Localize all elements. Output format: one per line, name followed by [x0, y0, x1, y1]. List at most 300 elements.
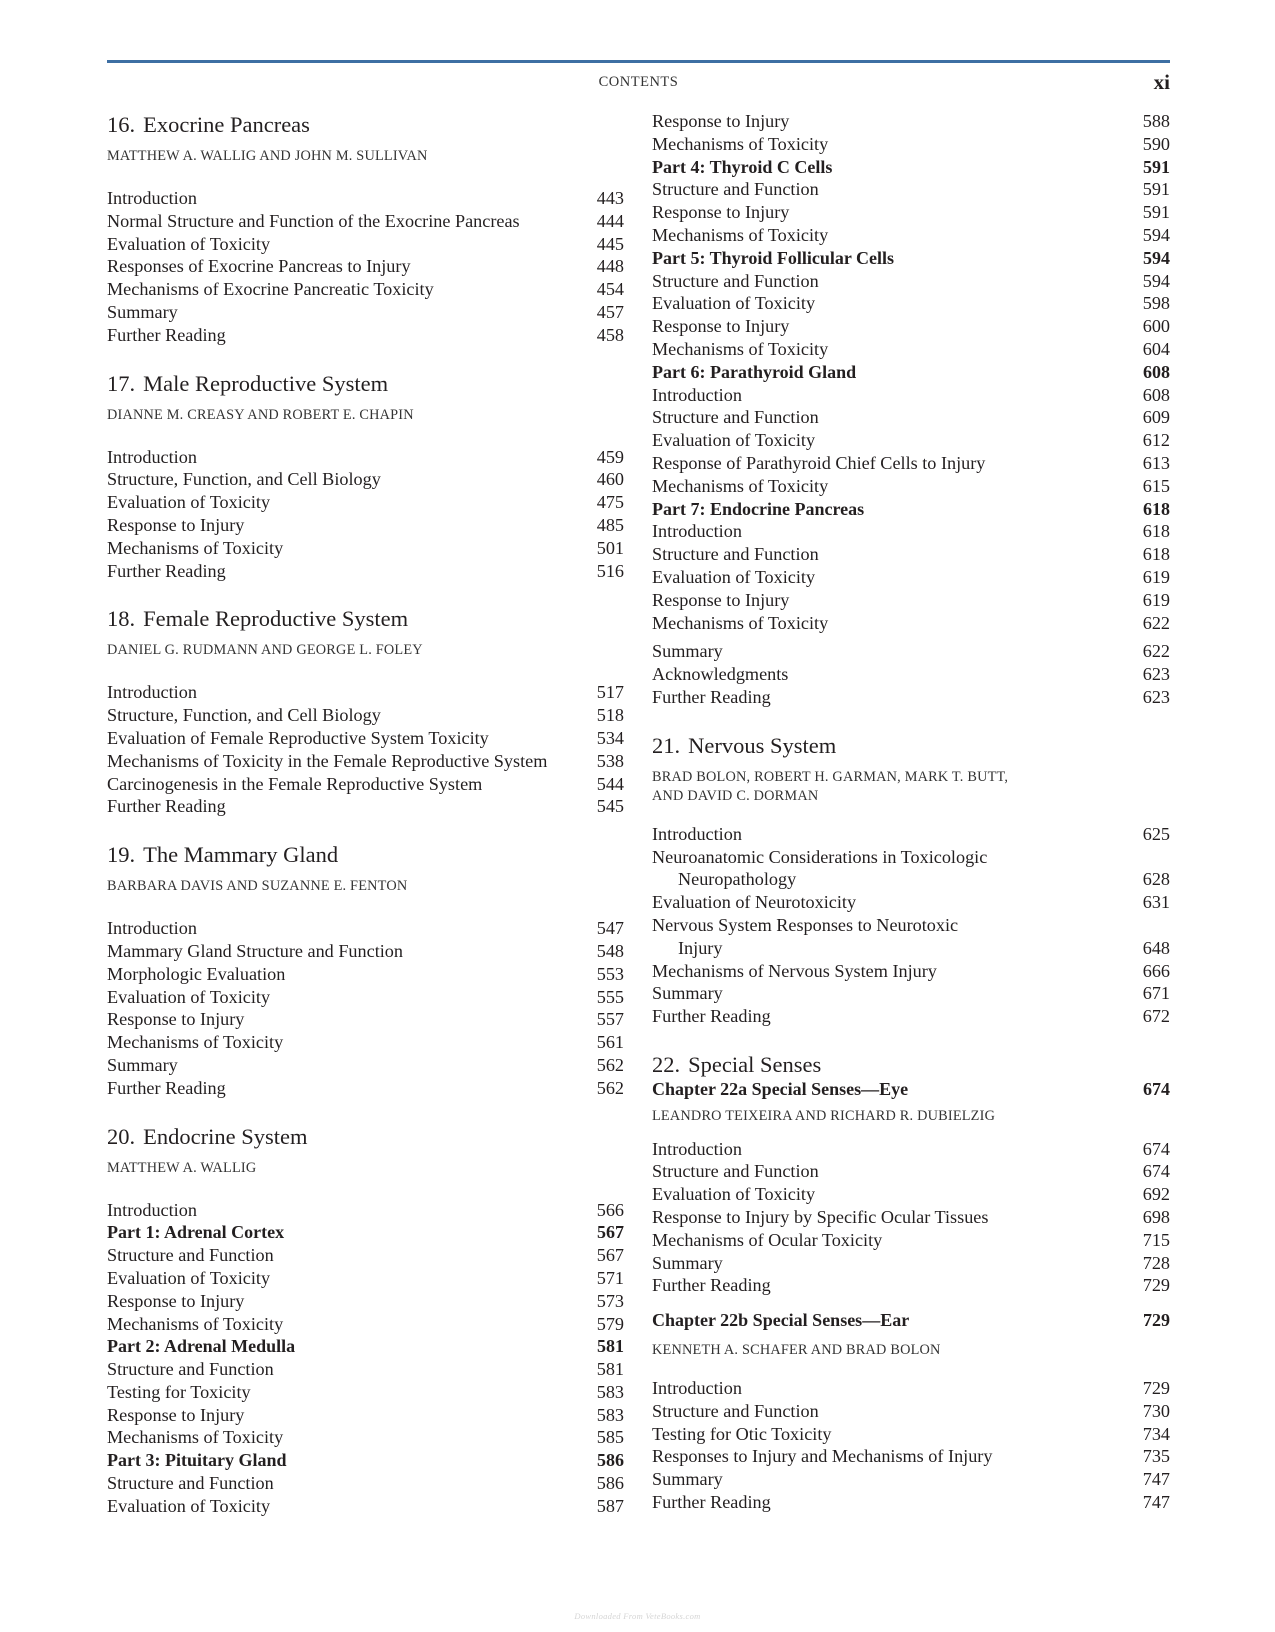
entry-page-number: 622: [1142, 612, 1170, 633]
toc-entry[interactable]: [107, 278, 624, 301]
entry-title: Structure, Function, and Cell Biology: [107, 705, 381, 726]
toc-entry[interactable]: [652, 891, 1170, 914]
entry-page-number: 728: [1142, 1252, 1170, 1273]
entry-title: Response to Injury: [652, 202, 790, 223]
entry-title: Structure and Function: [652, 1161, 819, 1182]
chapter-name: Female Reproductive System: [143, 606, 409, 632]
entry-page-number: 581: [597, 1336, 624, 1357]
toc-entry[interactable]: [652, 475, 1170, 498]
entry-title: Normal Structure and Function of the Exocrine Pancreas: [107, 210, 520, 231]
entry-title: Further Reading: [652, 1492, 771, 1513]
entry-title-continuation: Injury: [678, 937, 723, 958]
entry-page-number: 444: [596, 210, 624, 231]
toc-entry[interactable]: [652, 1005, 1170, 1028]
toc-entry[interactable]: [107, 324, 624, 347]
entry-page-number: 594: [1142, 224, 1170, 245]
chapter-title: [652, 731, 1170, 761]
toc-part-entry[interactable]: [652, 247, 1170, 270]
toc-entry[interactable]: [107, 727, 624, 750]
entry-page-number: 692: [1142, 1184, 1170, 1205]
entry-title: Introduction: [107, 1199, 197, 1220]
toc-entry[interactable]: [652, 1229, 1170, 1252]
entry-title: Structure and Function: [107, 1473, 274, 1494]
toc-part-entry[interactable]: [652, 156, 1170, 179]
entry-title: Part 3: Pituitary Gland: [107, 1450, 287, 1471]
entry-title: Introduction: [652, 384, 742, 405]
toc-entry[interactable]: [107, 1426, 624, 1449]
toc-entry[interactable]: [107, 986, 624, 1009]
entry-title: Part 7: Endocrine Pancreas: [652, 498, 865, 519]
subchapter-page: 674: [1143, 1078, 1170, 1099]
chapter-number: 19.: [107, 842, 136, 868]
page-number: xi: [1153, 70, 1170, 94]
chapter-19: [107, 840, 624, 1099]
endocrine-closing-list: [652, 640, 1170, 708]
toc-entry[interactable]: [652, 201, 1170, 224]
entry-page-number: 590: [1142, 133, 1170, 154]
subchapter-22b[interactable]: [652, 1309, 1170, 1332]
chapter-name: The Mammary Gland: [143, 842, 339, 868]
entry-page-number: 729: [1142, 1275, 1170, 1296]
chapter-authors: KENNETH A. SCHAFER AND BRAD BOLON: [652, 1342, 941, 1359]
entry-page-number: 518: [596, 705, 624, 726]
entry-title: Structure and Function: [652, 270, 819, 291]
entry-title: Part 6: Parathyroid Gland: [652, 361, 857, 382]
entry-title: Evaluation of Toxicity: [652, 566, 816, 587]
entry-title: Mechanisms of Nervous System Injury: [652, 960, 937, 981]
toc-entry[interactable]: [107, 187, 624, 210]
entry-title: [652, 846, 999, 892]
entry-page-number: 623: [1142, 686, 1170, 707]
subchapter-page: 729: [1143, 1310, 1170, 1331]
toc-entry[interactable]: [652, 1423, 1170, 1446]
entry-page-number: 587: [596, 1495, 624, 1516]
entry-page-number: 623: [1142, 664, 1170, 685]
entry-page-number: 631: [1142, 892, 1170, 913]
entry-title: Mechanisms of Toxicity: [652, 612, 829, 633]
subchapter-title: Chapter 22a Special Senses—Eye: [652, 1078, 909, 1099]
entry-page-number: 583: [596, 1381, 624, 1402]
toc-entry[interactable]: [652, 406, 1170, 429]
entry-page-number: 553: [596, 963, 624, 984]
chapter-title: [107, 110, 624, 140]
entry-title: Response to Injury: [652, 316, 790, 337]
entry-page-number: 571: [596, 1267, 624, 1288]
entry-title: Response to Injury: [107, 1290, 245, 1311]
toc-entry[interactable]: [107, 1358, 624, 1381]
entry-page-number: 591: [1142, 179, 1170, 200]
entry-title: Evaluation of Toxicity: [652, 293, 816, 314]
toc-entry[interactable]: [107, 1381, 624, 1404]
chapter-16: [107, 110, 624, 347]
toc-entry[interactable]: [107, 491, 624, 514]
entry-title: Response to Injury by Specific Ocular Tissues: [652, 1207, 989, 1228]
toc-entry[interactable]: [107, 917, 624, 940]
entry-title: Summary: [652, 1469, 723, 1490]
toc-entry[interactable]: [652, 846, 1170, 892]
entry-title: Summary: [652, 641, 723, 662]
footer-watermark: Downloaded From VeteBooks.com: [574, 1611, 701, 1621]
entry-title: Mechanisms of Toxicity: [107, 1313, 284, 1334]
entry-title: Mechanisms of Ocular Toxicity: [652, 1229, 883, 1250]
chapter-20: [107, 1122, 624, 1518]
entry-title: Evaluation of Toxicity: [107, 1267, 271, 1288]
toc-part-entry[interactable]: [652, 498, 1170, 521]
chapter-entries: [107, 681, 624, 818]
entry-title: Response to Injury: [107, 1404, 245, 1425]
toc-entry[interactable]: [652, 1252, 1170, 1275]
entry-title-line: Neuroanatomic Considerations in Toxicologic: [652, 846, 988, 867]
entry-page-number: 625: [1142, 823, 1170, 844]
entry-title: Part 2: Adrenal Medulla: [107, 1336, 296, 1357]
toc-entry[interactable]: [107, 560, 624, 583]
toc-entry[interactable]: [652, 520, 1170, 543]
chapter-authors: BARBARA DAVIS AND SUZANNE E. FENTON: [107, 878, 408, 895]
authors-line: BRAD BOLON, ROBERT H. GARMAN, MARK T. BUTT,: [652, 768, 1009, 785]
chapter-number: 16.: [107, 112, 136, 137]
entry-title: Structure and Function: [652, 407, 819, 428]
entry-title: Further Reading: [107, 796, 226, 817]
toc-entry[interactable]: [652, 1274, 1170, 1297]
chapter-entries: [107, 1199, 624, 1518]
entry-page-number: 628: [1142, 869, 1170, 890]
entry-page-number: 454: [596, 279, 624, 300]
toc-entry[interactable]: [652, 452, 1170, 475]
toc-entry[interactable]: [652, 110, 1170, 133]
chapter-number: 17.: [107, 370, 136, 396]
entry-page-number: 579: [596, 1313, 624, 1334]
entry-page-number: 747: [1142, 1469, 1170, 1490]
toc-part-entry[interactable]: [107, 1221, 624, 1244]
entry-page-number: 672: [1142, 1006, 1170, 1027]
chapter-number: 20.: [107, 1123, 136, 1149]
toc-entry[interactable]: [107, 940, 624, 963]
entry-page-number: 747: [1142, 1492, 1170, 1513]
entry-title: Mammary Gland Structure and Function: [107, 940, 403, 961]
toc-entry[interactable]: [107, 1077, 624, 1100]
entry-page-number: 591: [1143, 156, 1170, 177]
toc-entry[interactable]: [107, 446, 624, 469]
chapter-title: [107, 1122, 624, 1152]
toc-entry[interactable]: [652, 292, 1170, 315]
toc-entry[interactable]: [652, 1160, 1170, 1183]
toc-entry[interactable]: [652, 1491, 1170, 1514]
toc-entry[interactable]: [107, 1495, 624, 1518]
entry-page-number: 562: [596, 1054, 624, 1075]
entry-title: Further Reading: [107, 324, 226, 345]
entry-title: Introduction: [107, 446, 197, 467]
entry-page-number: 586: [596, 1473, 624, 1494]
toc-entry[interactable]: [107, 1244, 624, 1267]
toc-entry[interactable]: [107, 537, 624, 560]
toc-entry[interactable]: [652, 224, 1170, 247]
entry-page-number: 547: [596, 918, 624, 939]
chapter-authors: MATTHEW A. WALLIG AND JOHN M. SULLIVAN: [107, 148, 428, 164]
chapter-entries: [107, 917, 624, 1099]
chapter-name: Special Senses: [688, 1051, 822, 1077]
toc-entry[interactable]: [107, 773, 624, 796]
entry-title: Introduction: [107, 682, 197, 703]
toc-entry[interactable]: [652, 384, 1170, 407]
entry-page-number: 562: [596, 1077, 624, 1098]
toc-entry[interactable]: [652, 1377, 1170, 1400]
toc-entry[interactable]: [107, 750, 624, 773]
toc-entry[interactable]: [107, 795, 624, 818]
toc-entry[interactable]: [652, 1183, 1170, 1206]
toc-entry[interactable]: [652, 1206, 1170, 1229]
toc-entry[interactable]: [652, 1445, 1170, 1468]
toc-entry[interactable]: [107, 1404, 624, 1427]
entry-title: Further Reading: [652, 686, 771, 707]
entry-title: Further Reading: [652, 1275, 771, 1296]
entry-page-number: 609: [1142, 407, 1170, 428]
toc-entry[interactable]: [652, 178, 1170, 201]
toc-entry[interactable]: [107, 468, 624, 491]
entry-page-number: 448: [596, 256, 624, 277]
toc-entry[interactable]: [652, 1400, 1170, 1423]
toc-part-entry[interactable]: [652, 361, 1170, 384]
toc-entry[interactable]: [652, 429, 1170, 452]
entry-title: Response to Injury: [652, 111, 790, 131]
chapter-22: [652, 1052, 1170, 1514]
entry-page-number: 594: [1142, 270, 1170, 291]
entry-page-number: 458: [596, 324, 624, 345]
entry-title: Structure and Function: [107, 1359, 274, 1380]
entry-title: Mechanisms of Toxicity in the Female Reproductive System: [107, 750, 548, 771]
toc-entry[interactable]: [652, 338, 1170, 361]
entry-page-number: 485: [596, 514, 624, 535]
chapter-entries: [107, 446, 624, 583]
toc-entry[interactable]: [652, 982, 1170, 1005]
toc-entry[interactable]: [652, 270, 1170, 293]
entry-title: Evaluation of Toxicity: [652, 430, 816, 451]
entry-page-number: 612: [1142, 430, 1170, 451]
entry-page-number: 567: [596, 1245, 624, 1266]
entry-title-line: Nervous System Responses to Neurotoxic: [652, 914, 959, 935]
entry-title: Mechanisms of Toxicity: [652, 338, 829, 359]
toc-entry[interactable]: [107, 963, 624, 986]
entry-page-number: 613: [1142, 452, 1170, 473]
entry-page-number: 598: [1142, 293, 1170, 314]
entry-page-number: 460: [596, 469, 624, 490]
toc-entry[interactable]: [652, 914, 1170, 960]
chapter-authors: DANIEL G. RUDMANN AND GEORGE L. FOLEY: [107, 642, 423, 659]
entry-page-number: 555: [596, 986, 624, 1007]
entry-title: Summary: [652, 1252, 723, 1273]
chapter-number: 22.: [652, 1051, 681, 1077]
header-rule: [107, 60, 1170, 63]
entry-page-number: 734: [1142, 1423, 1170, 1444]
entry-title: Structure and Function: [652, 179, 819, 200]
entry-page-number: 671: [1142, 983, 1170, 1004]
entry-title: Evaluation of Toxicity: [652, 1184, 816, 1205]
entry-page-number: 588: [1142, 111, 1170, 131]
toc-entry[interactable]: [652, 686, 1170, 709]
chapter-title: [107, 369, 624, 399]
toc-entry[interactable]: [107, 1031, 624, 1054]
entry-title: Acknowledgments: [652, 664, 789, 685]
entry-page-number: 715: [1142, 1229, 1170, 1250]
entry-title: Response of Parathyroid Chief Cells to Injury: [652, 452, 986, 473]
entry-title: Evaluation of Toxicity: [107, 1495, 271, 1516]
chapter-entries: [107, 187, 624, 347]
entry-page-number: 698: [1142, 1207, 1170, 1228]
entry-page-number: 501: [596, 537, 624, 558]
chapter-title: [107, 604, 624, 634]
chapter-name: Endocrine System: [143, 1123, 308, 1149]
chapter-21: [652, 731, 1170, 1028]
entry-title: Structure and Function: [652, 544, 819, 565]
toc-entry[interactable]: [107, 1313, 624, 1336]
entry-title: Mechanisms of Toxicity: [652, 133, 829, 154]
entry-title: Response to Injury: [652, 589, 790, 610]
chapter-title: [652, 1052, 1170, 1078]
entry-page-number: 608: [1143, 361, 1170, 382]
entry-title-continuation: Neuropathology: [678, 869, 797, 890]
entry-title: Part 4: Thyroid C Cells: [652, 156, 833, 177]
left-column: [107, 110, 624, 1518]
entry-title: Response to Injury: [107, 1009, 245, 1030]
toc-entry[interactable]: [652, 612, 1170, 635]
chapter-number: 18.: [107, 606, 136, 632]
entry-page-number: 581: [596, 1359, 624, 1380]
entry-page-number: 735: [1142, 1446, 1170, 1467]
entry-title: Introduction: [652, 823, 742, 844]
entry-page-number: 545: [596, 796, 624, 817]
toc-part-entry[interactable]: [107, 1335, 624, 1358]
entry-page-number: 567: [597, 1222, 624, 1243]
entry-title: Further Reading: [652, 1006, 771, 1027]
entry-page-number: 544: [596, 773, 624, 794]
entry-page-number: 561: [596, 1032, 624, 1053]
entry-title: Evaluation of Toxicity: [107, 492, 271, 513]
entry-page-number: 594: [1143, 247, 1170, 268]
entry-title: Part 1: Adrenal Cortex: [107, 1222, 285, 1243]
entry-page-number: 674: [1142, 1138, 1170, 1159]
toc-entry[interactable]: [652, 589, 1170, 612]
entry-page-number: 604: [1142, 338, 1170, 359]
entry-title: Responses to Injury and Mechanisms of Injury: [652, 1446, 993, 1467]
entry-page-number: 585: [596, 1427, 624, 1448]
toc-entry[interactable]: [107, 514, 624, 537]
entry-page-number: 557: [596, 1009, 624, 1030]
entry-page-number: 538: [596, 750, 624, 771]
entry-page-number: 619: [1142, 566, 1170, 587]
entry-page-number: 517: [596, 682, 624, 703]
toc-entry[interactable]: [107, 1008, 624, 1031]
chapter-authors: [652, 768, 1170, 806]
running-head-label: CONTENTS: [598, 74, 679, 90]
entry-page-number: 608: [1142, 384, 1170, 405]
entry-title: Mechanisms of Toxicity: [652, 224, 829, 245]
toc-entry[interactable]: [652, 960, 1170, 983]
toc-entry[interactable]: [107, 681, 624, 704]
entry-title: Summary: [652, 983, 723, 1004]
chapter-17: [107, 369, 624, 583]
entry-title: Evaluation of Female Reproductive System Toxicity: [107, 727, 489, 748]
toc-entry[interactable]: [652, 566, 1170, 589]
toc-entry[interactable]: [107, 1267, 624, 1290]
toc-entry[interactable]: [652, 133, 1170, 156]
entry-title: Responses of Exocrine Pancreas to Injury: [107, 256, 411, 277]
entry-title: Further Reading: [107, 1077, 226, 1098]
toc-entry[interactable]: [652, 663, 1170, 686]
entry-title: Introduction: [652, 521, 742, 542]
chapter-name: Male Reproductive System: [143, 370, 389, 396]
subchapter-22a[interactable]: [652, 1078, 1170, 1101]
entry-page-number: 445: [596, 233, 624, 254]
entry-title: Mechanisms of Exocrine Pancreatic Toxicity: [107, 279, 434, 300]
entry-title: Summary: [107, 301, 178, 322]
toc-part-entry[interactable]: [107, 1449, 624, 1472]
chapter-entries: [652, 823, 1170, 1028]
toc-entry[interactable]: [107, 1054, 624, 1077]
entry-page-number: 591: [1142, 202, 1170, 223]
entry-title: Introduction: [652, 1138, 742, 1159]
entry-title: Structure and Function: [652, 1400, 819, 1421]
toc-entry[interactable]: [107, 255, 624, 278]
entry-title: Further Reading: [107, 560, 226, 581]
entry-title: Mechanisms of Toxicity: [107, 1032, 284, 1053]
entry-page-number: 618: [1143, 498, 1170, 519]
entry-page-number: 459: [596, 446, 624, 467]
toc-entry[interactable]: [652, 640, 1170, 663]
entry-page-number: 618: [1142, 544, 1170, 565]
entry-title: [652, 914, 970, 960]
authors-line: AND DAVID C. DORMAN: [652, 787, 819, 804]
chapter-18: [107, 604, 624, 818]
chapter-authors: DIANNE M. CREASY AND ROBERT E. CHAPIN: [107, 406, 414, 423]
toc-entry[interactable]: [107, 1290, 624, 1313]
entry-page-number: 573: [596, 1290, 624, 1311]
chapter-name: Exocrine Pancreas: [143, 112, 310, 137]
entry-page-number: 729: [1142, 1378, 1170, 1399]
entry-page-number: 600: [1142, 316, 1170, 337]
entry-page-number: 534: [596, 727, 624, 748]
chapter-title: [107, 840, 624, 870]
entry-page-number: 457: [596, 301, 624, 322]
entry-page-number: 622: [1142, 641, 1170, 662]
entry-title: Morphologic Evaluation: [107, 963, 286, 984]
toc-entry[interactable]: [652, 1468, 1170, 1491]
endocrine-continued-list: [652, 110, 1170, 634]
entry-page-number: 666: [1142, 960, 1170, 981]
toc-entry[interactable]: [107, 704, 624, 727]
toc-entry[interactable]: [107, 301, 624, 324]
toc-entry[interactable]: [652, 1138, 1170, 1161]
running-head: [107, 72, 1170, 96]
toc-entry[interactable]: [652, 543, 1170, 566]
entry-page-number: 648: [1142, 937, 1170, 958]
entry-page-number: 674: [1142, 1161, 1170, 1182]
chapter-entries: [652, 1377, 1170, 1514]
entry-page-number: 618: [1142, 521, 1170, 542]
toc-entry[interactable]: [107, 1199, 624, 1222]
toc-entry[interactable]: [652, 823, 1170, 846]
chapter-authors: MATTHEW A. WALLIG: [107, 1159, 257, 1176]
entry-title: Evaluation of Toxicity: [107, 986, 271, 1007]
toc-entry[interactable]: [107, 210, 624, 233]
toc-entry[interactable]: [107, 233, 624, 256]
entry-page-number: 566: [596, 1199, 624, 1220]
toc-entry[interactable]: [107, 1472, 624, 1495]
entry-page-number: 586: [597, 1450, 624, 1471]
toc-entry[interactable]: [652, 315, 1170, 338]
entry-title: Part 5: Thyroid Follicular Cells: [652, 247, 894, 268]
entry-page-number: 548: [596, 940, 624, 961]
entry-title: Testing for Otic Toxicity: [652, 1423, 832, 1444]
chapter-name: Nervous System: [688, 732, 837, 758]
